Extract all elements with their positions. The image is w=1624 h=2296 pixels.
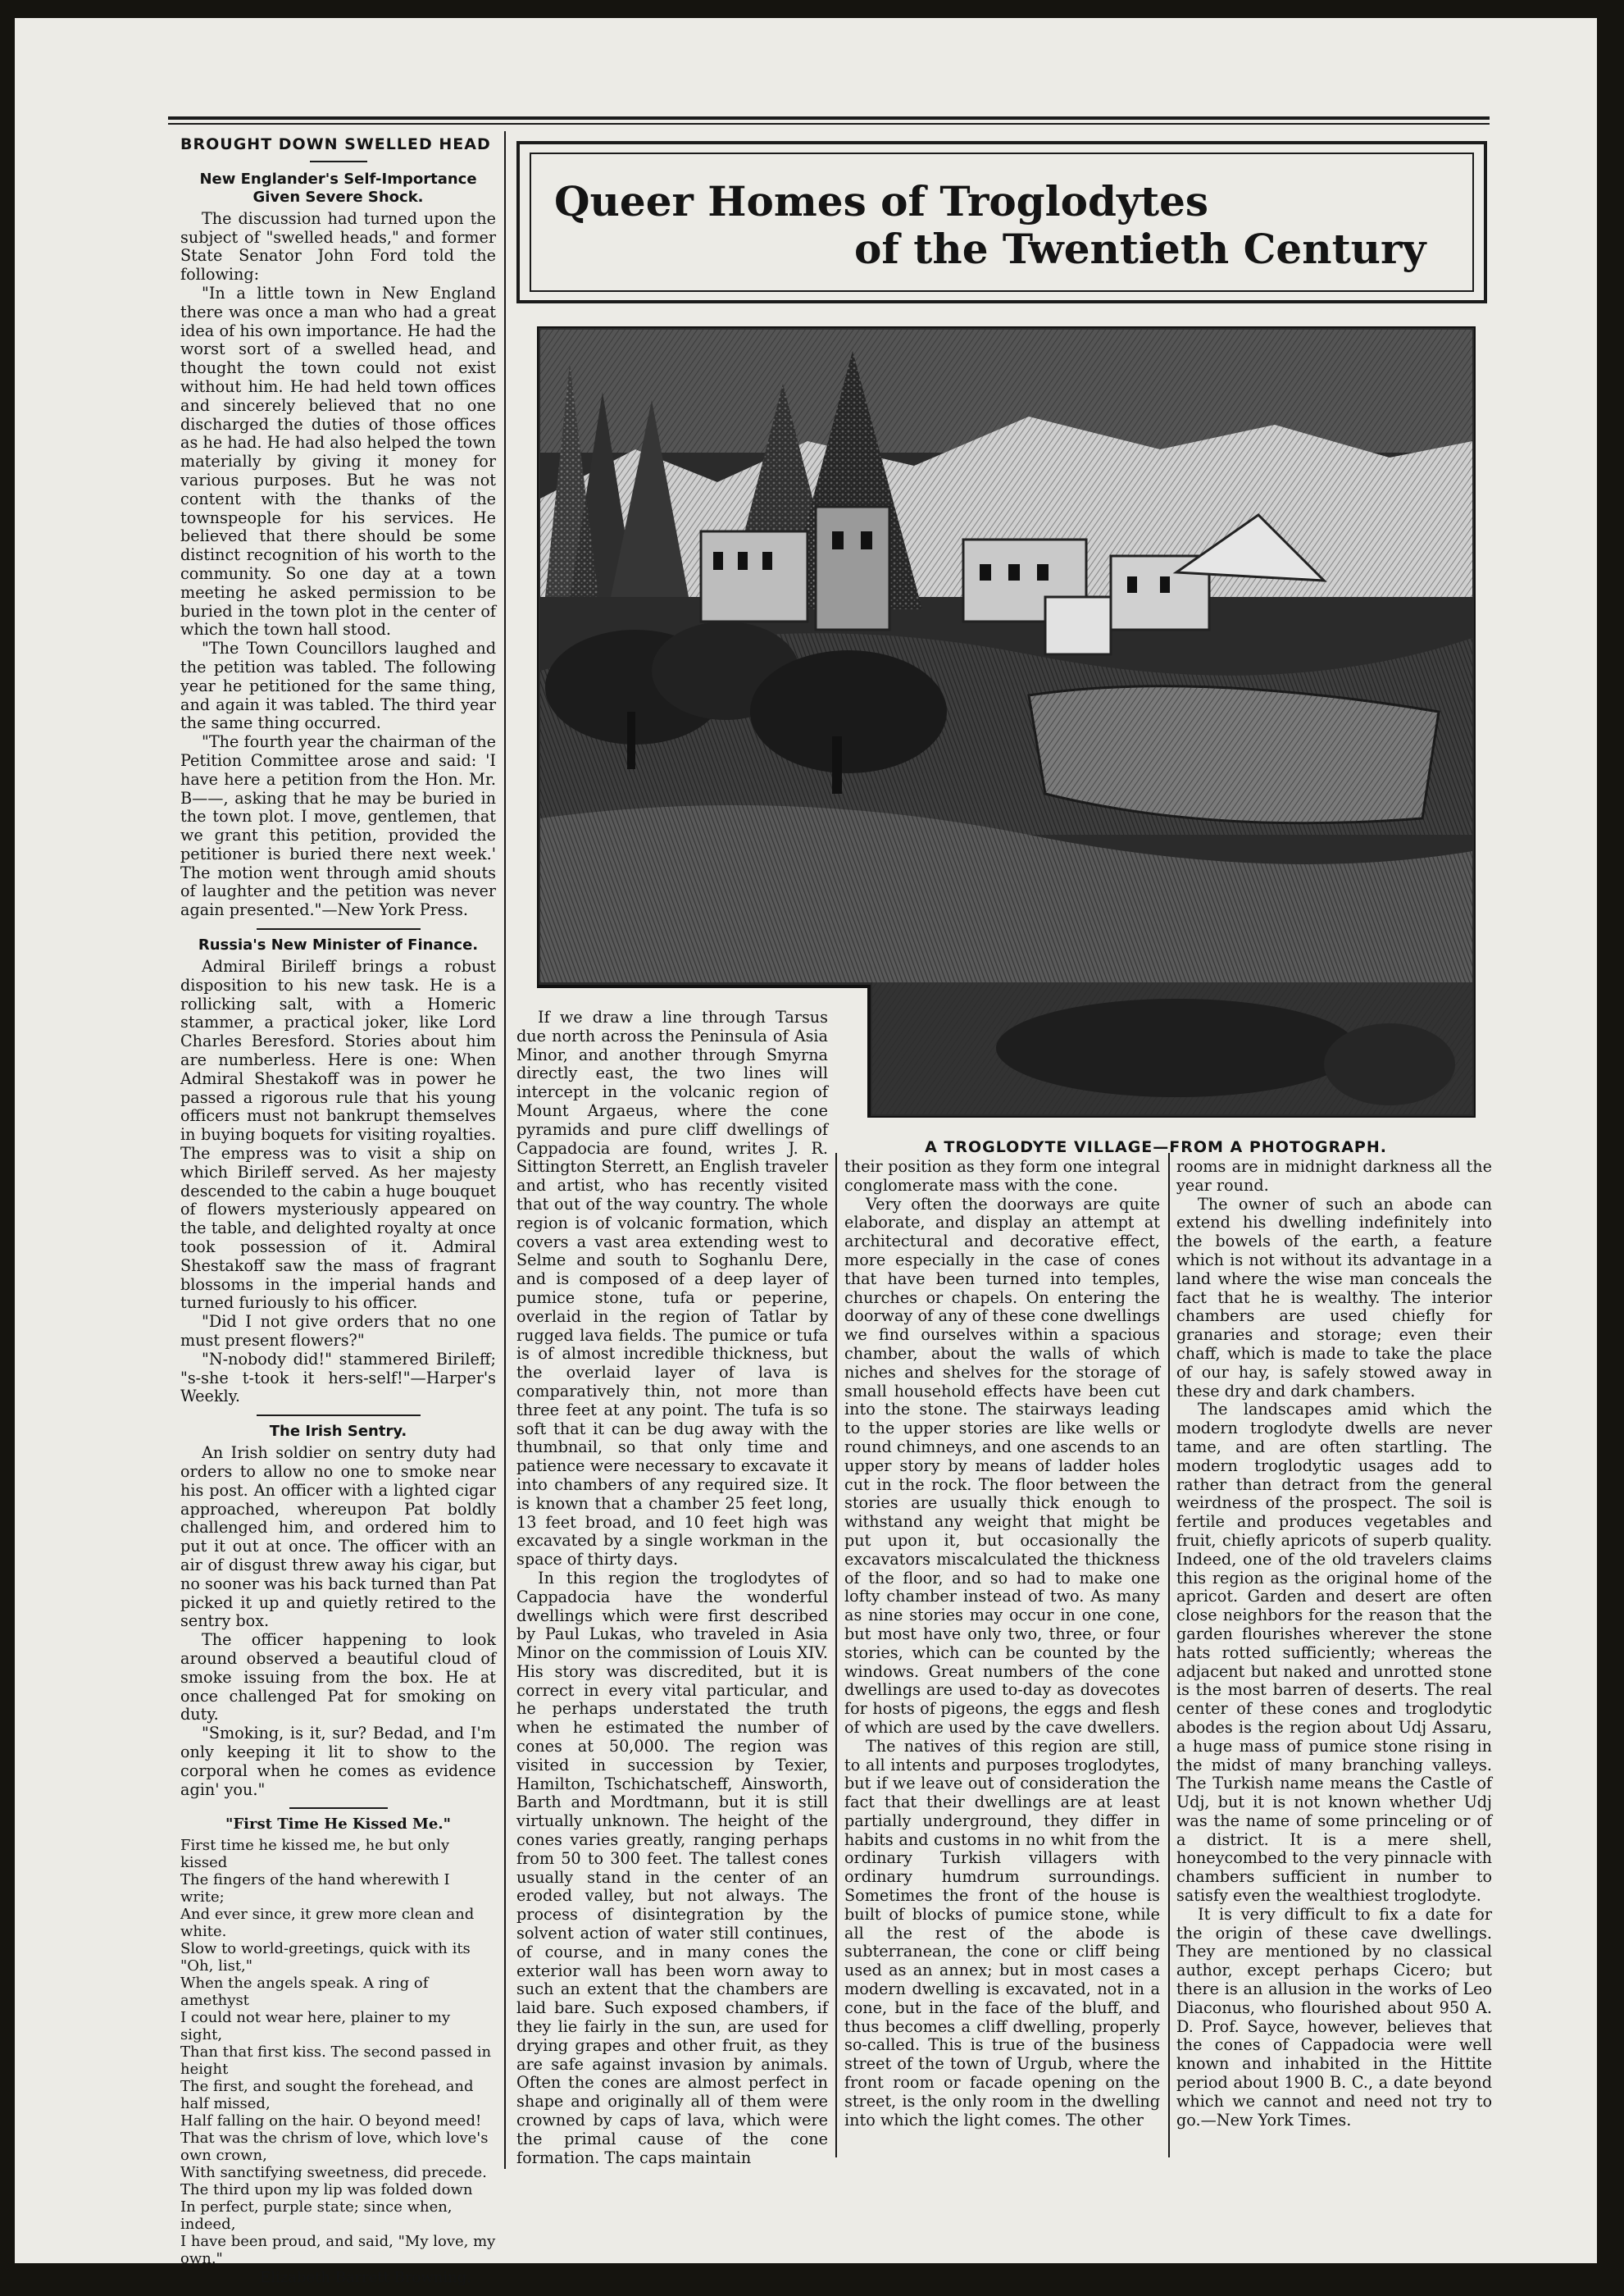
paragraph: "The Town Councillors laughed and the petition was tabled. The following year he petitioned for the same thing, and again it was tabled. The third year the same thing occurred. <box>180 639 496 733</box>
poem-line: The third upon my lip was folded down <box>180 2181 473 2199</box>
poem-line: That was the chrism of love, which love's own crown, <box>180 2130 489 2165</box>
poem-line: I could not wear here, plainer to my sight, <box>180 2009 451 2044</box>
feature-title-line-1: Queer Homes of Troglodytes <box>554 177 1209 226</box>
column-rule-2 <box>835 1153 837 2157</box>
separator <box>310 161 367 162</box>
subhead-new-englander: New Englander's Self-Importance Given Severe Shock. <box>199 170 477 206</box>
paragraph: In this region the troglodytes of Cappadocia have the wonderful dwellings which were first described by Paul Lukas, who traveled in Asia Minor on the commission of Louis XIV. His story was discredited, but it is correct in every vital particular, and he perhaps understated the truth when he estimated the number of cones at 50,000. The region was visited in succession by Texier, Hamilton, Tschichatscheff, Ainsworth, Barth and Mordtmann, but it is still virtually unknown. The height of the cones varies greatly, ranging perhaps from 50 to 300 feet. The tallest cones usually stand in the center of an eroded valley, but not always. The process of disintegration by the solvent action of water still continues, of course, and in many cones the exterior wall has been worn away to such an extent that the chambers are laid bare. Such exposed chambers, if they lie fairly in the sun, are used for drying grapes and other fruit, as they are safe against invasion by animals. Often the cones are almost perfect in shape and originally all of them were crowned by caps of lava, which were the primal cause of the cone formation. The caps maintain <box>516 1568 828 2167</box>
paragraph: "N-nobody did!" stammered Birileff; "s-she t-took it hers-self!"—Harper's Weekly. <box>180 1349 496 1406</box>
poem-line: I have been proud, and said, "My love, my own." <box>180 2233 496 2268</box>
paragraph: Admiral Birileff brings a robust disposition to his new task. He is a rollicking salt, with a Homeric stammer, a practical joker, like Lord Charles Beresford. Stories about him are numberless. Here is one: When Admiral Shestakoff was in power he passed a rigorous rule that his young officers must not bankrupt themselves in buying boquets for visiting royalties. The empress was to visit a ship on which Birileff served. As her majesty descended to the cabin a huge bouquet of flowers mysteriously appeared on the table, and delighted royalty at once took possession of it. Admiral Shestakoff saw the mass of fragrant blossoms in the imperial hands and turned furiously to his officer. <box>180 957 496 1313</box>
troglodyte-village-photo <box>537 326 1476 1118</box>
paragraph: The natives of this region are still, to all intents and purposes troglodytes, but if we leave out of consideration the fact that their dwellings are at least partially underground, they differ in habits and customs in no whit from the ordinary Turkish villagers with ordinary humdrum surroundings. Sometimes the front of the house is built of blocks of pumice stone, while all the rest of the abode is subterranean, the cone or cliff being used as an annex; but in most cases a modern dwelling is excavated, not in a cone, but in the face of the bluff, and thus becomes a cliff dwelling, properly so-called. This is true of the business street of the town of Urgub, where the front room or facade opening on the street, is the only room in the dwelling into which the light comes. The other <box>844 1736 1160 2130</box>
subhead-irish-sentry: The Irish Sentry. <box>269 1423 407 1441</box>
paragraph: "Smoking, is it, sur? Bedad, and I'm only keeping it lit to show to the corporal when he comes as evidence agin' you." <box>180 1724 496 1799</box>
feature-column-1 <box>516 1009 828 2167</box>
feature-column-2 <box>844 1158 1160 2130</box>
poem-line: Slow to world-greetings, quick with its "Oh, list," <box>180 1940 471 1975</box>
separator <box>257 1414 421 1416</box>
paragraph: If we draw a line through Tarsus due north across the Peninsula of Asia Minor, and another through Smyrna directly east, the two lines will intercept in the volcanic region of Mount Argaeus, where the cone pyramids and pure cliff dwellings of Cappadocia are found, writes J. R. Sittington Sterrett, an English traveler and artist, who has recently visited that out of the way country. The whole region is of volcanic formation, which covers a vast area extending west to Selme and south to Soghanlu Dere, and is composed of a deep layer of pumice stone, tufa or peperine, overlaid in the region of Tatlar by rugged lava fields. The pumice or tufa is of almost incredible thickness, but the overlaid layer of lava is comparatively thin, not more than three feet at any point. The tufa is so soft that it can be dug away with the thumbnail, so that only time and patience were necessary to excavate it into chambers of any required size. It is known that a chamber 25 feet long, 13 feet broad, and 10 feet high was excavated by a single workman in the space of thirty days. <box>516 1008 828 1569</box>
top-rule-thin <box>168 123 1490 125</box>
column-rule-1 <box>504 131 506 2169</box>
photo-caption: A TROGLODYTE VILLAGE—FROM A PHOTOGRAPH. <box>925 1138 1387 1156</box>
left-column <box>180 135 496 2286</box>
paragraph: The landscapes amid which the modern troglodyte dwells are never tame, and are often startling. The modern troglodytic usages add to rather than detract from the general weirdness of the prospect. The soil is fertile and produces vegetables and fruit, chiefly apricots of superb quality. Indeed, one of the old travelers claims this region as the original home of the apricot. Garden and desert are often close neighbors for the reason that the garden flourishes wherever the stone hats rotted sufficiently; whereas the adjacent but naked and unrotted stone is the most barren of deserts. The real center of these cones and troglodytic abodes is the region about Udj Assaru, a huge mass of pumice stone rising in the midst of many branching valleys. The Turkish name means the Castle of Udj, but it is not known whether Udj was the name of some princeling or of a district. It is a mere shell, honeycombed to the very pinnacle with chambers sufficient in number to satisfy even the wealthiest troglodyte. <box>1176 1400 1492 1906</box>
paragraph: "In a little town in New England there was once a man who had a great idea of his own importance. He had the worst sort of a swelled head, and thought the town could not exist without him. He had held town offices and sincerely believed that no one discharged the duties of those offices as he had. He had also helped the town materially by giving it money for various purposes. But he was not content with the thanks of the townspeople for his services. He believed that there should be some distinct recognition of his worth to the community. So one day at a town meeting he asked permission to be buried in the town plot in the center of which the town hall stood. <box>180 283 496 640</box>
feature-title-line-2: of the Twentieth Century <box>854 225 1426 273</box>
poem-title: "First Time He Kissed Me." <box>225 1815 451 1834</box>
paragraph: rooms are in midnight darkness all the year round. <box>1176 1157 1492 1195</box>
poem-line: In perfect, purple state; since when, indeed, <box>180 2198 453 2234</box>
poem-line: First time he kissed me, he but only kissed <box>180 1837 450 1872</box>
poem-line: The fingers of the hand wherewith I write; <box>180 1871 450 1906</box>
headline-swelled-head: BROUGHT DOWN SWELLED HEAD <box>180 135 491 153</box>
poem-line: The first, and sought the forehead, and half missed, <box>180 2078 474 2113</box>
poem-line: When the angels speak. A ring of amethyst <box>180 1975 429 2010</box>
separator <box>289 1807 388 1809</box>
paragraph: An Irish soldier on sentry duty had orders to allow no one to smoke near his post. An officer with a lighted cigar approached, whereupon Pat boldly challenged him, and ordered him to put it out at once. The officer with an air of disgust threw away his cigar, but no sooner was his back turned than Pat picked it up and quietly retired to the sentry box. <box>180 1443 496 1631</box>
top-rule <box>168 116 1490 120</box>
paragraph: Very often the doorways are quite elaborate, and display an attempt at architectural and decorative effect, more especially in the case of cones that have been turned into temples, churches or chapels. On entering the doorway of any of these cone dwellings we find ourselves within a spacious chamber, about the walls of which niches and shelves for the storage of small household effects have been cut into the stone. The stairways leading to the upper stories are like wells or round chimneys, and one ascends to an upper story by means of ladder holes cut in the rock. The floor between the stories are usually thick enough to withstand any weight that might be put upon it, but occasionally the excavators miscalculated the thickness of the floor, and so had to make one lofty chamber instead of two. As many as nine stories may occur in one cone, but most have only two, three, or four stories, which can be counted by the windows. Great numbers of the cone dwellings are used to-day as dovecotes for hosts of pigeons, the eggs and flesh of which are used by the cave dwellers. <box>844 1194 1160 1737</box>
paragraph: It is very difficult to fix a date for the origin of these cave dwellings. They are mentioned by no classical author, except perhaps Cicero; but there is an allusion in the works of Leo Diaconus, who flourished about 950 A. D. Prof. Sayce, however, believes that the cones of Cappadocia were well known and inhabited in the Hittite period about 1900 B. C., a date beyond which we cannot and need not try to go.—New York Times. <box>1176 1904 1492 2130</box>
poem-line: Than that first kiss. The second passed in height <box>180 2043 492 2079</box>
subhead-russia: Russia's New Minister of Finance. <box>198 936 479 954</box>
poem-line: Half falling on the hair. O beyond meed! <box>180 2112 482 2130</box>
poem-line: With sanctifying sweetness, did precede. <box>180 2164 487 2182</box>
paragraph: "Did I not give orders that no one must present flowers?" <box>180 1312 496 1351</box>
paragraph: their position as they form one integral conglomerate mass with the cone. <box>844 1157 1160 1195</box>
feature-column-3 <box>1176 1158 1492 2130</box>
paragraph: The officer happening to look around observed a beautiful cloud of smoke issuing from the box. He at once challenged Pat for smoking on duty. <box>180 1630 496 1724</box>
poem-author: Elizabeth Barrett Browning. <box>260 2269 471 2287</box>
feature-title-box <box>516 141 1487 303</box>
separator <box>257 928 421 930</box>
paragraph: The owner of such an abode can extend his dwelling indefinitely into the bowels of the earth, a feature which is not without its advantage in a land where the wise man conceals the fact that he is wealthy. The interior chambers are used chiefly for granaries and storage; even their chaff, which is made to take the place of our hay, is safely stowed away in these dry and dark chambers. <box>1176 1194 1492 1401</box>
poem-line: And ever since, it grew more clean and white. <box>180 1906 475 1941</box>
paragraph: "The fourth year the chairman of the Petition Committee arose and said: 'I have here a petition from the Hon. Mr. B——, asking that he may be buried in the town plot. I move, gentlemen, that we grant this petition, provided the petitioner is buried there next week.' The motion went through amid shouts of laughter and the petition was never again presented."—New York Press. <box>180 732 496 920</box>
column-rule-3 <box>1168 1153 1170 2157</box>
poem <box>180 1815 496 2286</box>
paragraph: The discussion had turned upon the subject of "swelled heads," and former State Senator John Ford told the following: <box>180 208 496 285</box>
